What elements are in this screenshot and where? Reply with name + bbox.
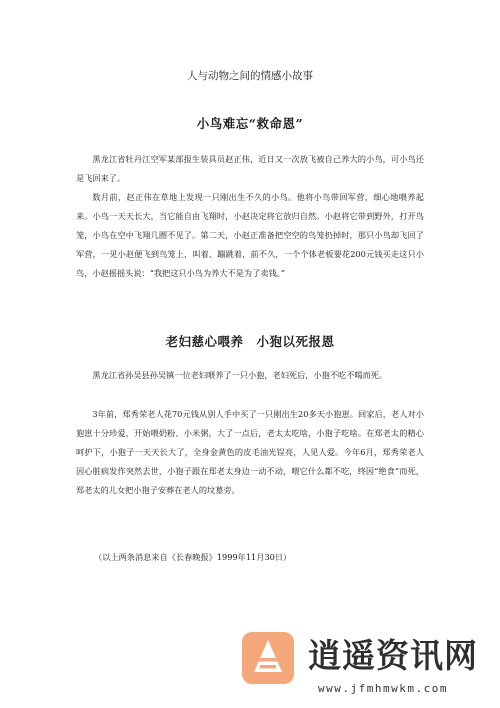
watermark-logo-icon: [238, 628, 298, 688]
source-note: （以上两条消息来自《长春晚报》1999年11月30日）: [94, 552, 292, 562]
story2-heading: 老妇慈心喂养 小狍以死报恩: [165, 334, 335, 349]
story1-paragraph-1: 黑龙江省牡丹江空军某部报生装具员赵正伟，近日又一次放飞被自己养大的小鸟，可小鸟还是飞回来了。: [76, 154, 424, 183]
story1-heading: 小鸟难忘“救命恩”: [196, 116, 304, 131]
story2-paragraph-2: 3年前，郑秀荣老人花70元钱从别人手中买了一只刚出生20多天小狍崽。回家后，老人对小狍崽十分珍爱，开始喂奶粉、小米粥，大了一点后，老太太吃啥，小狍子吃啥。在郑老太的精心呵护下，小狍子一天天长大了，全身金黄色的皮毛油光锃亮，人见人爱。今年6月，郑秀荣老人因心脏病发作突然去世，小狍子跟在郑老太身边一动不动，喂它什么都不吃，终因“绝食”而死，郑老太的儿女把小狍子安葬在老人的坟墓旁。: [76, 409, 424, 495]
watermark-url: www.jfmhmwkm.com: [318, 682, 448, 695]
story2-paragraph-1: 黑龙江省孙吴县孙吴镇一位老妇喂养了一只小狍，老妇死后，小狍不吃不喝而死。: [92, 370, 388, 380]
watermark-text: 逍遥资讯网: [308, 636, 478, 675]
page-title: 人与动物之间的情感小故事: [187, 70, 313, 82]
watermark: [236, 624, 500, 708]
story1-paragraph-2: 数月前，赵正伟在草地上发现一只刚出生不久的小鸟。他将小鸟带回军营，细心地喂养起来。小鸟一天天长大，当它能自由飞翔时，小赵决定将它放归自然。小赵将它带到野外，打开鸟笼，小鸟在空中飞翔几圈不见了。第二天，小赵正准备把空空的鸟笼扔掉时，那只小鸟却飞回了军营，一见小赵便飞到鸟笼上，叫着、蹦跳着，前不久，一个个体老板要花200元钱买走这只小鸟，小赵摇摇头说：“我把这只小鸟为养大不是为了卖钱。”: [76, 192, 424, 278]
